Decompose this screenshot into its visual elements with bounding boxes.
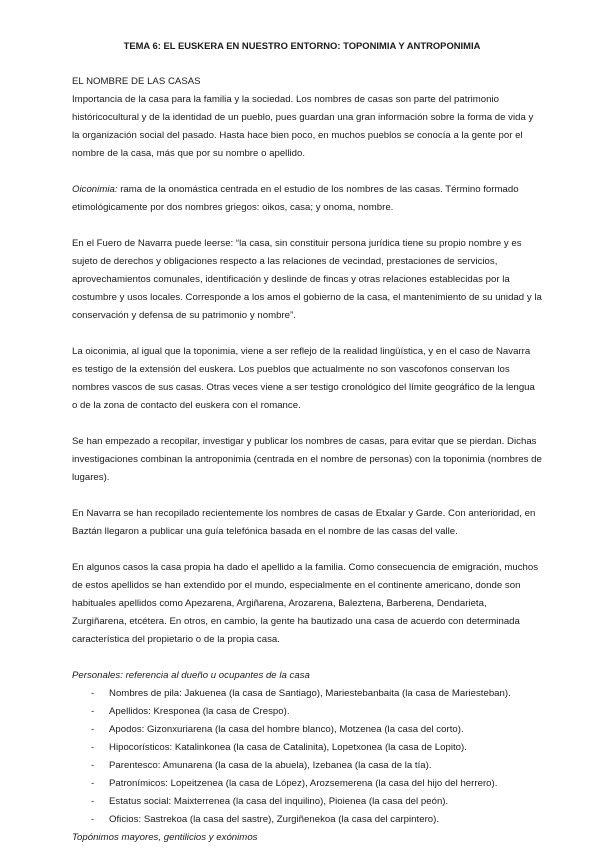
list-item: - Parentesco: Amunarena (la casa de la abuela), Izebanea (la casa de la tía). <box>72 757 542 775</box>
personales-heading: Personales: referencia al dueño u ocupantes de la casa <box>72 670 310 681</box>
list-item: - Hipocorísticos: Katalinkonea (la casa de Catalinita), Lopetxonea (la casa de Lopito). <box>72 739 542 757</box>
list-item: - Patronímicos: Lopeitzenea (la casa de López), Arozsemerena (la casa del hijo del herrero). <box>72 775 542 793</box>
paragraph-apellidos: En algunos casos la casa propia ha dado el apellido a la familia. Como consecuencia de emigración, muchos de estos apellidos se han extendido por el mundo, especialmente en el continente americano, donde son habituales apellidos como Apezarena, Argiñarena, Arozarena, Baleztena, Barberena, Dendarieta, Zurgiñarena, etcétera. En otros, en cambio, la gente ha bautizado una casa de acuerdo con determinada característica del propietario o de la propia casa. <box>72 562 539 645</box>
paragraph-oiconimia-toponimia: La oiconimia, al igual que la toponimia, viene a ser reflejo de la realidad lingüística, y en el caso de Navarra es testigo de la extensión del euskera. Los pueblos que actualmente no son vascofonos conservan los nombres vascos de sus casas. Otras veces viene a ser testigo cronológico del límite geográfico de la lengua o de la zona de contacto del euskera con el romance. <box>72 346 535 411</box>
personales-list <box>72 685 542 829</box>
paragraph-fuero: En el Fuero de Navarra puede leerse: “la casa, sin constituir persona jurídica tiene su propio nombre y es sujeto de derechos y obligaciones respecto a las relaciones de vecindad, prestaciones de servicios, aprovechamientos comunales, identificación y deslinde de fincas y otras relaciones establecidas por la costumbre y usos locales. Corresponde a los amos el gobierno de la casa, el mantenimiento de su unidad y la conservación y defensa de su patrimonio y nombre”. <box>72 238 542 321</box>
oiconimia-definition <box>72 181 542 217</box>
list-item: - Apodos: Gizonxuriarena (la casa del hombre blanco), Motzenea (la casa del corto). <box>72 721 542 739</box>
oiconimia-term: Oiconimia: <box>72 184 118 195</box>
list-item: - Apellidos: Kresponea (la casa de Crespo). <box>72 703 542 721</box>
list-item: - Estatus social: Maixterrenea (la casa del inquilino), Pioienea (la casa del peón). <box>72 793 542 811</box>
paragraph-navarra: En Navarra se han recopilado recientemente los nombres de casas de Etxalar y Garde. Con anterioridad, en Baztán llegaron a publicar una guía telefónica basada en el nombre de las casas del valle. <box>72 508 536 537</box>
intro-paragraph: Importancia de la casa para la familia y la sociedad. Los nombres de casas son parte del patrimonio históricocultural y de la identidad de un pueblo, pues guardan una gran información sobre la forma de vida y la organización social del pasado. Hasta hace bien poco, en muchos pueblos se conocía a la gente por el nombre de la casa, más que por su nombre o apellido. <box>72 94 534 159</box>
section-heading-toponimos: Topónimos mayores, gentilicios y exónimos <box>72 832 258 843</box>
oiconimia-text: rama de la onomástica centrada en el estudio de los nombres de las casas. Término formado etimológicamente por dos nombres griegos: oikos, casa; y onoma, nombre. <box>72 184 519 213</box>
list-item: - Oficios: Sastrekoa (la casa del sastre), Zurgiñenekoa (la casa del carpintero). <box>72 811 542 829</box>
list-item: - Nombres de pila: Jakuenea (la casa de Santiago), Mariestebanbaita (la casa de Mariesteban). <box>72 685 542 703</box>
section-heading: EL NOMBRE DE LAS CASAS <box>72 76 201 87</box>
document-page <box>72 37 542 847</box>
paragraph-recopilar: Se han empezado a recopilar, investigar y publicar los nombres de casas, para evitar que se pierdan. Dichas investigaciones combinan la antroponimia (centrada en el nombre de personas) con la toponimia (nombres de lugares). <box>72 436 542 483</box>
document-title: TEMA 6: EL EUSKERA EN NUESTRO ENTORNO: TOPONIMIA Y ANTROPONIMIA <box>123 40 481 51</box>
